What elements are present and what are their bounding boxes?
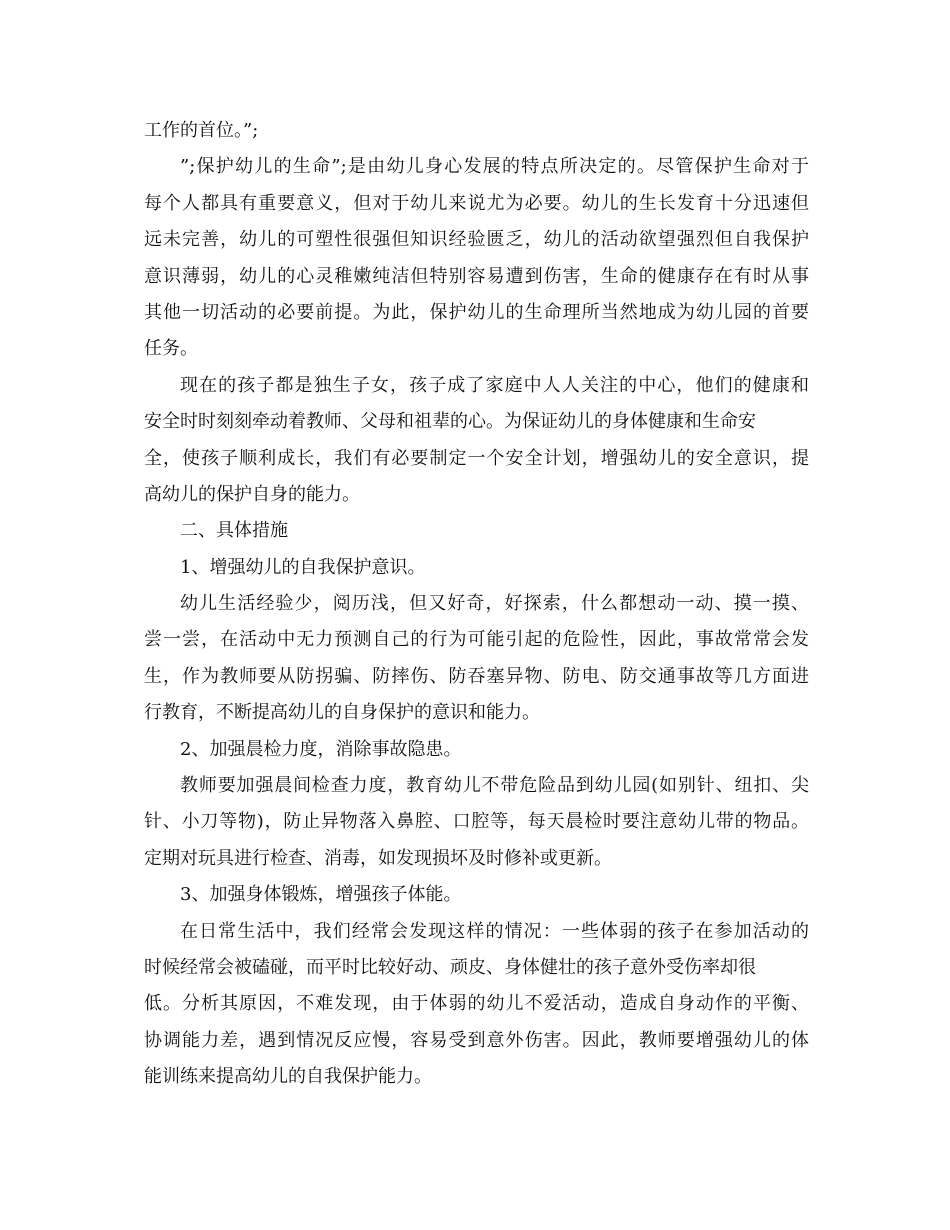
text-line: 低。分析其原因，不难发现，由于体弱的幼儿不爱活动，造成自身动作的平衡、 [144, 993, 809, 1015]
text-line: 生，作为教师要从防拐骗、防摔伤、防吞塞异物、防电、防交通事故等几方面进 [144, 665, 809, 687]
text-line: 在日常生活中，我们经常会发现这样的情况：一些体弱的孩子在参加活动的 [180, 920, 809, 942]
text-line: 全，使孩子顺利成长，我们有必要制定一个安全计划，增强幼儿的安全意识，提 [144, 447, 809, 469]
text-line: 任务。 [144, 338, 198, 360]
text-line: 意识薄弱，幼儿的心灵稚嫩纯洁但特别容易遭到伤害，生命的健康存在有时从事 [144, 265, 809, 287]
text-line: 尝一尝，在活动中无力预测自己的行为可能引起的危险性，因此，事故常常会发 [144, 629, 809, 651]
text-line: 行教育，不断提高幼儿的自身保护的意识和能力。 [144, 702, 540, 724]
document-body [144, 113, 809, 1096]
text-line: 高幼儿的保护自身的能力。 [144, 483, 360, 505]
text-line: 工作的首位。”; [144, 120, 259, 141]
text-line: 1、增强幼儿的自我保护意识。 [180, 556, 426, 578]
text-line: 3、加强身体锻炼，增强孩子体能。 [180, 884, 462, 906]
text-line: 针、小刀等物)，防止异物落入鼻腔、口腔等，每天晨检时要注意幼儿带的物品。 [144, 811, 809, 833]
text-line: 每个人都具有重要意义，但对于幼儿来说尤为必要。幼儿的生长发育十分迅速但 [144, 192, 809, 214]
text-line: 远未完善，幼儿的可塑性很强但知识经验匮乏，幼儿的活动欲望强烈但自我保护 [144, 229, 809, 251]
text-line: 教师要加强晨间检查力度，教育幼儿不带危险品到幼儿园(如别针、纽扣、尖 [180, 775, 809, 797]
text-line: ”;保护幼儿的生命”;是由幼儿身心发展的特点所决定的。尽管保护生命对于 [180, 156, 809, 178]
text-line: 时候经常会被磕碰，而平时比较好动、顽皮、身体健壮的孩子意外受伤率却很 [144, 956, 756, 978]
text-line: 现在的孩子都是独生子女，孩子成了家庭中人人关注的中心，他们的健康和 [180, 374, 809, 396]
text-line: 二、具体措施 [180, 520, 288, 542]
text-line: 安全时时刻刻牵动着教师、父母和祖辈的心。为保证幼儿的身体健康和生命安 [144, 411, 756, 433]
text-line: 幼儿生活经验少，阅历浅，但又好奇，好探索，什么都想动一动、摸一摸、 [180, 593, 809, 615]
text-line: 其他一切活动的必要前提。为此，保护幼儿的生命理所当然地成为幼儿园的首要 [144, 301, 809, 323]
text-line: 协调能力差，遇到情况反应慢，容易受到意外伤害。因此，教师要增强幼儿的体 [144, 1029, 809, 1051]
text-line: 定期对玩具进行检查、消毒，如发现损坏及时修补或更新。 [144, 847, 612, 869]
text-line: 2、加强晨检力度，消除事故隐患。 [180, 738, 462, 760]
text-line: 能训练来提高幼儿的自我保护能力。 [144, 1066, 432, 1088]
